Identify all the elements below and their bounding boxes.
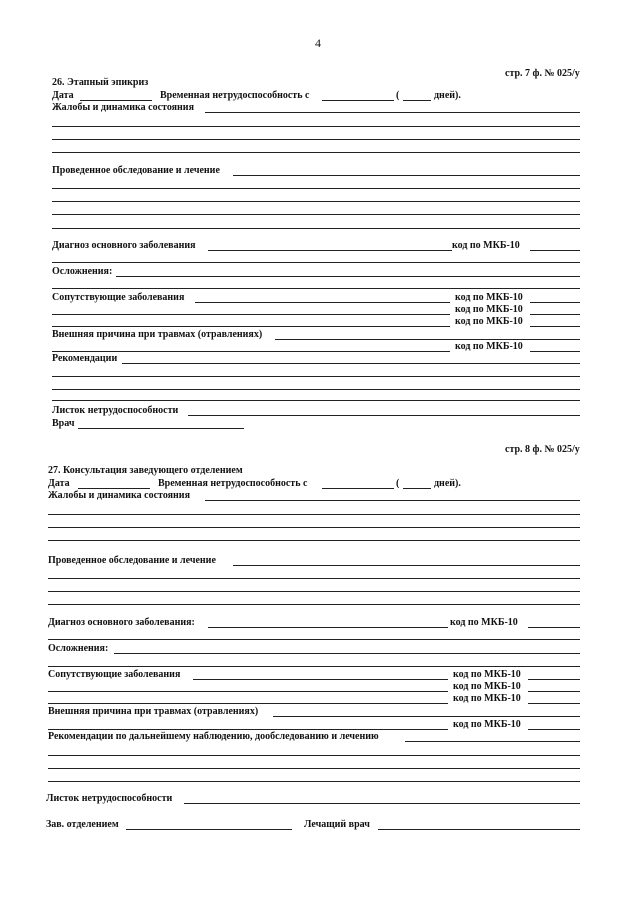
comorbid-line[interactable] — [52, 314, 450, 315]
date-field[interactable] — [78, 488, 150, 489]
head-of-department-label: Зав. отделением — [46, 819, 119, 830]
complications-line[interactable] — [48, 666, 580, 667]
diagnosis-line[interactable] — [52, 262, 580, 263]
complaints-label: Жалобы и динамика состояния — [48, 490, 190, 501]
comorbid-label: Сопутствующие заболевания — [48, 669, 181, 680]
complaints-line[interactable] — [52, 126, 580, 127]
page-ref: стр. 8 ф. № 025/у — [505, 444, 580, 455]
exam-field[interactable] — [233, 565, 580, 566]
complaints-line[interactable] — [48, 540, 580, 541]
external-cause-field[interactable] — [273, 716, 580, 717]
page-number: 4 — [315, 36, 321, 50]
recommend-field[interactable] — [405, 741, 580, 742]
complications-label: Осложнения: — [48, 643, 109, 654]
exam-line[interactable] — [52, 214, 580, 215]
complaints-label: Жалобы и динамика состояния — [52, 102, 194, 113]
diagnosis-label: Диагноз основного заболевания — [52, 240, 196, 251]
icd-label: код по МКБ-10 — [453, 719, 521, 730]
icd-label: код по МКБ-10 — [450, 617, 518, 628]
days-open-paren: ( — [396, 90, 400, 101]
icd-field[interactable] — [528, 627, 580, 628]
date-label: Дата — [48, 478, 70, 489]
complaints-line[interactable] — [48, 527, 580, 528]
sick-leave-field[interactable] — [184, 803, 580, 804]
exam-line[interactable] — [48, 591, 580, 592]
doctor-label: Врач — [52, 418, 75, 429]
icd-field[interactable] — [528, 679, 580, 680]
diagnosis-line[interactable] — [48, 639, 580, 640]
complications-line[interactable] — [52, 288, 580, 289]
complaints-line[interactable] — [52, 152, 580, 153]
external-cause-label: Внешняя причина при травмах (отравлениях) — [52, 329, 263, 340]
date-label: Дата — [52, 90, 74, 101]
sick-leave-label: Листок нетрудоспособности — [46, 793, 173, 804]
complications-field[interactable] — [114, 653, 580, 654]
recommend-label: Рекомендации по дальнейшему наблюдению, дообследованию и лечению — [48, 731, 379, 742]
section-title: 27. Консультация заведующего отделением — [48, 465, 243, 476]
attending-doctor-label: Лечащий врач — [304, 819, 370, 830]
diagnosis-field[interactable] — [208, 250, 452, 251]
exam-line[interactable] — [52, 188, 580, 189]
head-of-department-field[interactable] — [126, 829, 292, 830]
icd-field[interactable] — [528, 729, 580, 730]
icd-label: код по МКБ-10 — [455, 304, 523, 315]
exam-line[interactable] — [52, 201, 580, 202]
complications-label: Осложнения: — [52, 266, 113, 277]
icd-label: код по МКБ-10 — [453, 693, 521, 704]
page-ref: стр. 7 ф. № 025/у — [505, 68, 580, 79]
icd-label: код по МКБ-10 — [453, 669, 521, 680]
sick-leave-label: Листок нетрудоспособности — [52, 405, 179, 416]
diagnosis-label: Диагноз основного заболевания: — [48, 617, 195, 628]
sick-leave-field[interactable] — [188, 415, 580, 416]
days-field[interactable] — [403, 488, 431, 489]
recommend-line[interactable] — [52, 389, 580, 390]
comorbid-field[interactable] — [195, 302, 450, 303]
exam-line[interactable] — [48, 578, 580, 579]
exam-label: Проведенное обследование и лечение — [48, 555, 216, 566]
section-title: 26. Этапный эпикриз — [52, 77, 149, 88]
disability-date-field[interactable] — [322, 100, 394, 101]
recommend-field[interactable] — [122, 363, 580, 364]
icd-field[interactable] — [528, 703, 580, 704]
comorbid-line[interactable] — [48, 691, 448, 692]
attending-doctor-field[interactable] — [378, 829, 580, 830]
external-cause-label: Внешняя причина при травмах (отравлениях) — [48, 706, 259, 717]
recommend-line[interactable] — [52, 400, 580, 401]
date-field[interactable] — [80, 100, 152, 101]
icd-label: код по МКБ-10 — [452, 240, 520, 251]
days-field[interactable] — [403, 100, 431, 101]
complaints-field[interactable] — [205, 500, 580, 501]
exam-label: Проведенное обследование и лечение — [52, 165, 220, 176]
exam-line[interactable] — [52, 228, 580, 229]
comorbid-line[interactable] — [48, 703, 448, 704]
exam-line[interactable] — [48, 604, 580, 605]
recommend-line[interactable] — [48, 768, 580, 769]
days-label: дней). — [434, 90, 461, 101]
disability-date-field[interactable] — [322, 488, 394, 489]
days-label: дней). — [434, 478, 461, 489]
icd-field[interactable] — [530, 302, 580, 303]
recommend-label: Рекомендации — [52, 353, 118, 364]
recommend-line[interactable] — [48, 781, 580, 782]
external-cause-line[interactable] — [52, 351, 450, 352]
recommend-line[interactable] — [48, 755, 580, 756]
complaints-line[interactable] — [52, 139, 580, 140]
icd-label: код по МКБ-10 — [455, 341, 523, 352]
complaints-line[interactable] — [48, 514, 580, 515]
diagnosis-field[interactable] — [208, 627, 448, 628]
icd-label: код по МКБ-10 — [455, 316, 523, 327]
external-cause-field[interactable] — [275, 339, 580, 340]
icd-label: код по МКБ-10 — [453, 681, 521, 692]
external-cause-line[interactable] — [48, 729, 448, 730]
comorbid-field[interactable] — [193, 679, 448, 680]
icd-field[interactable] — [530, 351, 580, 352]
complaints-field[interactable] — [205, 112, 580, 113]
comorbid-label: Сопутствующие заболевания — [52, 292, 185, 303]
exam-field[interactable] — [233, 175, 580, 176]
icd-field[interactable] — [528, 691, 580, 692]
comorbid-line[interactable] — [52, 326, 450, 327]
icd-field[interactable] — [530, 314, 580, 315]
complications-field[interactable] — [116, 276, 580, 277]
disability-label: Временная нетрудоспособность с — [158, 478, 308, 489]
disability-label: Временная нетрудоспособность с — [160, 90, 310, 101]
recommend-line[interactable] — [52, 376, 580, 377]
icd-field[interactable] — [530, 250, 580, 251]
days-open-paren: ( — [396, 478, 400, 489]
icd-label: код по МКБ-10 — [455, 292, 523, 303]
icd-field[interactable] — [530, 326, 580, 327]
doctor-field[interactable] — [78, 428, 244, 429]
